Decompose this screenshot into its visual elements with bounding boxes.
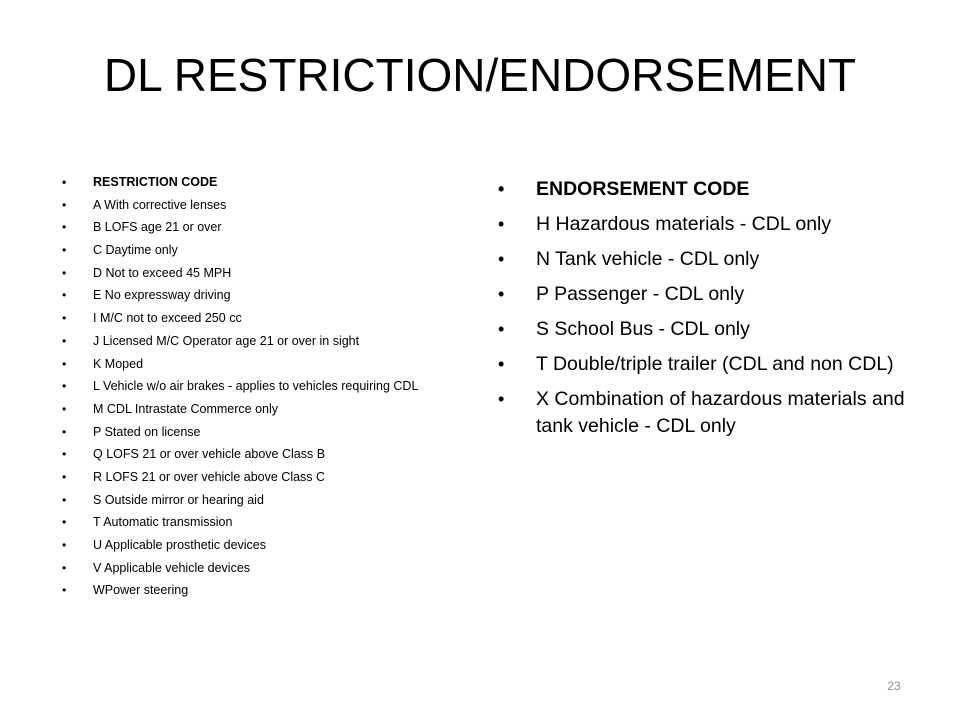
restriction-item-k: • K Moped	[62, 356, 462, 372]
restriction-item-b: • B LOFS age 21 or over	[62, 219, 462, 235]
endorsement-item-n: • N Tank vehicle - CDL only	[498, 246, 910, 273]
endorsement-code-list	[498, 176, 910, 448]
restriction-item-s: • S Outside mirror or hearing aid	[62, 492, 462, 508]
restriction-item-t: • T Automatic transmission	[62, 514, 462, 530]
restriction-item-j: • J Licensed M/C Operator age 21 or over in sight	[62, 333, 462, 349]
endorsement-item-t: • T Double/triple trailer (CDL and non CDL)	[498, 351, 910, 378]
restriction-item-d: • D Not to exceed 45 MPH	[62, 265, 462, 281]
endorsement-item-p: • P Passenger - CDL only	[498, 281, 910, 308]
restriction-item-m: • M CDL Intrastate Commerce only	[62, 401, 462, 417]
restriction-item-a: • A With corrective lenses	[62, 197, 462, 213]
page-number: 23	[887, 679, 901, 693]
restriction-item-r: • R LOFS 21 or over vehicle above Class C	[62, 469, 462, 485]
endorsement-item-x: • X Combination of hazardous materials and tank vehicle - CDL only	[498, 386, 910, 440]
restriction-item-p: • P Stated on license	[62, 424, 462, 440]
restriction-item-i: • I M/C not to exceed 250 cc	[62, 310, 462, 326]
restriction-item-v: • V Applicable vehicle devices	[62, 560, 462, 576]
slide-title: DL RESTRICTION/ENDORSEMENT	[103, 49, 857, 101]
endorsement-item-s: • S School Bus - CDL only	[498, 316, 910, 343]
restriction-code-list	[62, 174, 462, 605]
restriction-item-q: • Q LOFS 21 or over vehicle above Class B	[62, 446, 462, 462]
restriction-item-w: • WPower steering	[62, 582, 462, 598]
restriction-item-u: • U Applicable prosthetic devices	[62, 537, 462, 553]
restriction-item-c: • C Daytime only	[62, 242, 462, 258]
endorsement-code-heading: • ENDORSEMENT CODE	[498, 176, 910, 203]
restriction-item-e: • E No expressway driving	[62, 287, 462, 303]
restriction-item-l: • L Vehicle w/o air brakes - applies to vehicles requiring CDL	[62, 378, 462, 394]
restriction-code-heading: • RESTRICTION CODE	[62, 174, 462, 190]
endorsement-item-h: • H Hazardous materials - CDL only	[498, 211, 910, 238]
